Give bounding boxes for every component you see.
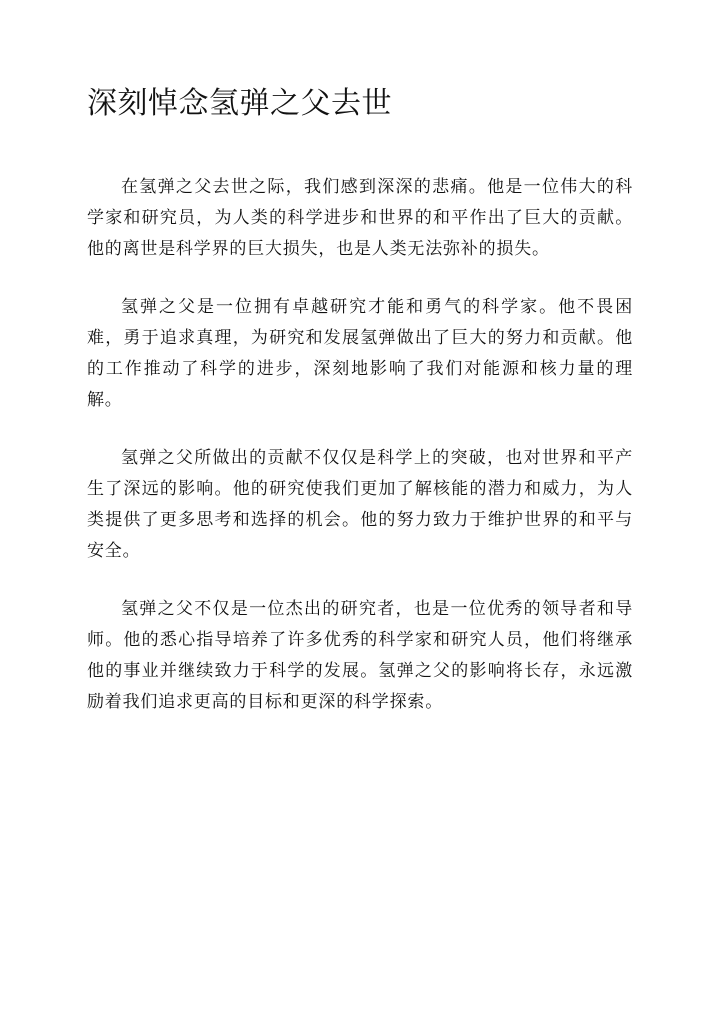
document-title: 深刻悼念氢弹之父去世 [87, 86, 392, 121]
paragraph-1: 在氢弹之父去世之际，我们感到深深的悲痛。他是一位伟大的科学家和研究员，为人类的科学进步和世界的和平作出了巨大的贡献。他的离世是科学界的巨大损失，也是人类无法弥补的损失。 [87, 177, 633, 259]
paragraph-2: 氢弹之父是一位拥有卓越研究才能和勇气的科学家。他不畏困难，勇于追求真理，为研究和发展氢弹做出了巨大的努力和贡献。他的工作推动了科学的进步，深刻地影响了我们对能源和核力量的理解。 [87, 297, 633, 410]
paragraph-3: 氢弹之父所做出的贡献不仅仅是科学上的突破，也对世界和平产生了深远的影响。他的研究使我们更加了解核能的潜力和威力，为人类提供了更多思考和选择的机会。他的努力致力于维护世界的和平与安全。 [87, 448, 633, 561]
document-body [87, 172, 633, 745]
paragraph-4: 氢弹之父不仅是一位杰出的研究者，也是一位优秀的领导者和导师。他的悉心指导培养了许多优秀的科学家和研究人员，他们将继承他的事业并继续致力于科学的发展。氢弹之父的影响将长存，永远激励着我们追求更高的目标和更深的科学探索。 [87, 599, 633, 712]
